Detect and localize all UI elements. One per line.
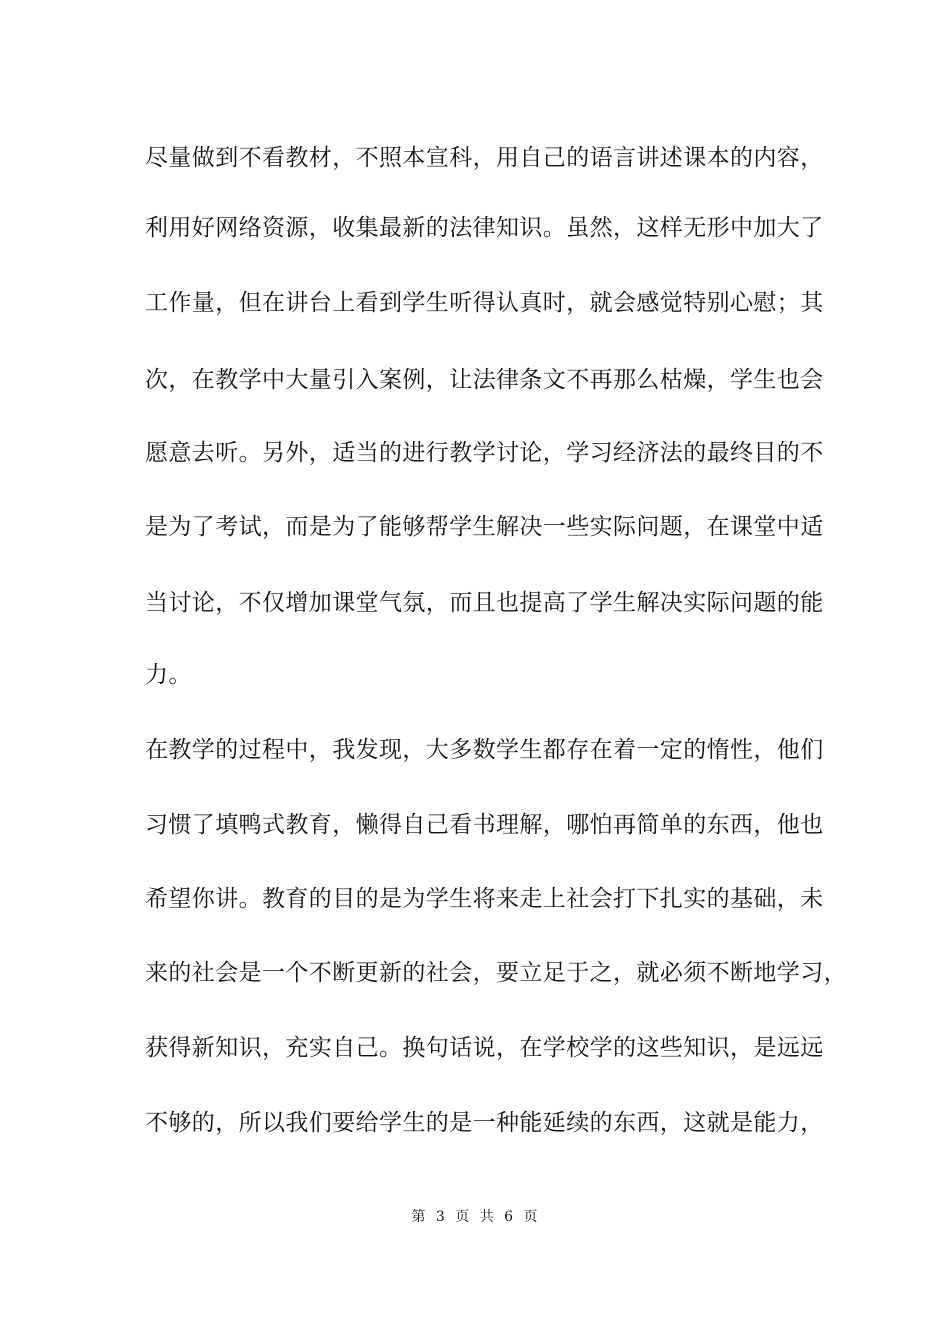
page-footer (0, 1208, 950, 1226)
text-line: 不够的，所以我们要给学生的是一种能延续的东西，这就是能力， (145, 1110, 824, 1136)
footer-prefix: 第 (411, 1209, 427, 1225)
text-line: 次，在教学中大量引入案例，让法律条文不再那么枯燥，学生也会 (145, 367, 824, 393)
text-line: 习惯了填鸭式教育，懒得自己看书理解，哪怕再简单的东西，他也 (145, 812, 824, 838)
text-line: 来的社会是一个不断更新的社会，要立足于之，就必须不断地学习， (145, 960, 847, 986)
footer-suffix: 页 (523, 1209, 539, 1225)
text-line: 尽量做到不看教材，不照本宣科，用自己的语言讲述课本的内容， (145, 145, 824, 171)
text-line: 是为了考试，而是为了能够帮学生解决一些实际问题，在课堂中适 (145, 514, 824, 540)
text-line: 在教学的过程中，我发现，大多数学生都存在着一定的惰性，他们 (145, 737, 824, 763)
text-line: 获得新知识，充实自己。换句话说，在学校学的这些知识，是远远 (145, 1035, 824, 1061)
footer-total-word: 共 (479, 1209, 495, 1225)
current-page-number: 3 (435, 1209, 446, 1225)
text-line: 愿意去听。另外，适当的进行教学讨论，学习经济法的最终目的不 (145, 440, 824, 466)
text-line: 当讨论，不仅增加课堂气氛，而且也提高了学生解决实际问题的能 (145, 590, 824, 616)
text-line: 希望你讲。教育的目的是为学生将来走上社会打下扎实的基础，未 (145, 886, 824, 912)
footer-page-word: 页 (455, 1209, 471, 1225)
text-line: 利用好网络资源，收集最新的法律知识。虽然，这样无形中加大了 (145, 215, 824, 241)
total-pages-number: 6 (504, 1209, 515, 1225)
text-line: 力。 (145, 662, 192, 688)
text-line: 工作量，但在讲台上看到学生听得认真时，就会感觉特别心慰；其 (145, 290, 824, 316)
